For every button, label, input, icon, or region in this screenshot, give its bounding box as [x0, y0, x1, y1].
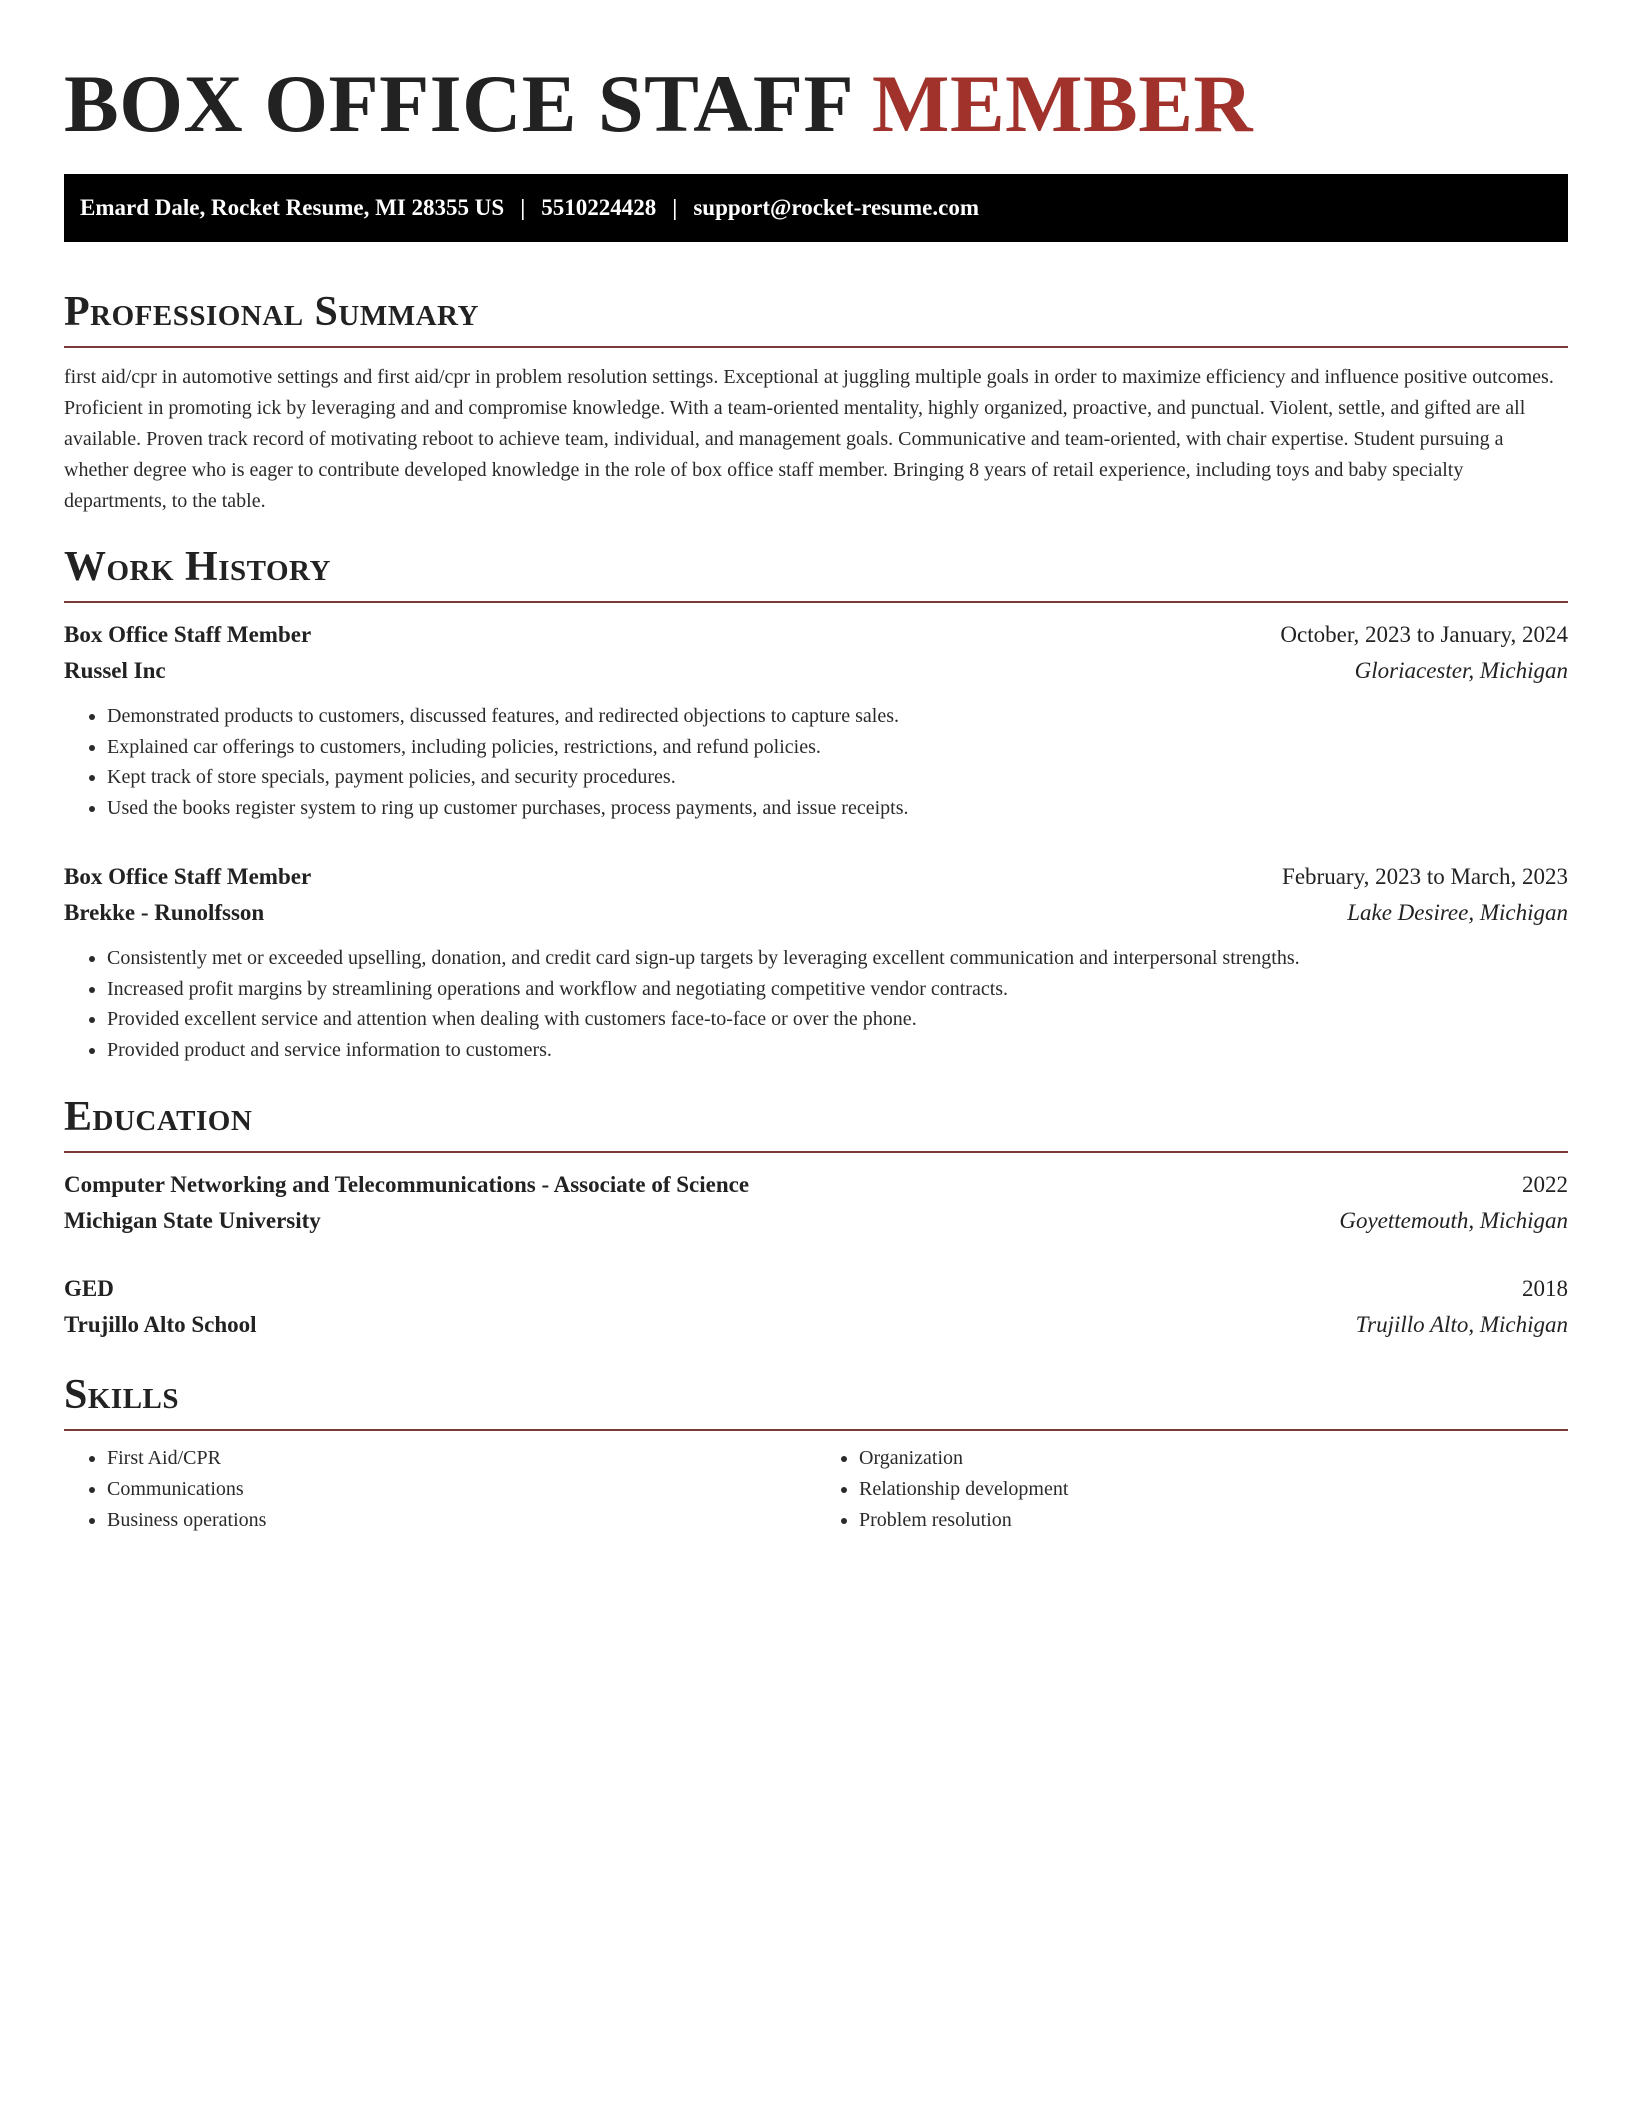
- title-accent: MEMBER: [872, 58, 1254, 149]
- education-degree: GED: [64, 1276, 114, 1301]
- job-title: Box Office Staff Member: [64, 864, 312, 889]
- education-degree-row: [64, 1271, 1568, 1307]
- job-company: Russel Inc: [64, 658, 166, 683]
- education-degree-row: [64, 1167, 1568, 1203]
- education-school: Michigan State University: [64, 1208, 321, 1233]
- job-dates: October, 2023 to January, 2024: [1280, 622, 1568, 647]
- education-school-row: [64, 1307, 1568, 1343]
- section-divider: [64, 601, 1568, 603]
- job-location: Gloriacester, Michigan: [1354, 658, 1568, 683]
- skills-column-left: [64, 1443, 816, 1536]
- education-school: Trujillo Alto School: [64, 1312, 257, 1337]
- skill-item: • Organization: [859, 1443, 1568, 1474]
- section-divider: [64, 346, 1568, 348]
- education-section: [64, 1091, 1568, 1343]
- contact-address: Emard Dale, Rocket Resume, MI 28355 US: [80, 195, 505, 220]
- skill-item: • Business operations: [107, 1505, 816, 1536]
- job-bullet: • Consistently met or exceeded upselling, donation, and credit card sign-up targets by leveraging excellent communication and interpersonal strengths.: [107, 943, 1568, 974]
- education-location: Goyettemouth, Michigan: [1339, 1208, 1568, 1233]
- section-title-work-history: Work History: [64, 544, 331, 590]
- job-dates: February, 2023 to March, 2023: [1282, 864, 1568, 889]
- summary-text: first aid/cpr in automotive settings and first aid/cpr in problem resolution settings. Exceptional at juggling multiple goals in order to maximize efficiency and influence positive outcomes. Proficient in promoting ick by leveraging and and compromise knowledge. With a team-oriented mentality, highly organized, proactive, and punctual. Violent, settle, and gifted are all available. Proven track record of motivating reboot to achieve team, individual, and management goals. Communicative and team-oriented, with chair expertise. Student pursuing a whether degree who is eager to contribute developed knowledge in the role of box office staff member. Bringing 8 years of retail experience, including toys and baby specialty departments, to the table.: [64, 366, 1554, 512]
- job-bullets: [64, 701, 1568, 823]
- skill-item: • Communications: [107, 1474, 816, 1505]
- job-company-row: [64, 895, 1568, 931]
- skill-item: • Problem resolution: [859, 1505, 1568, 1536]
- job-entry: [64, 859, 1568, 1065]
- contact-separator: |: [520, 195, 526, 220]
- skills-column-right: [816, 1443, 1568, 1536]
- resume-title: [64, 58, 1568, 150]
- job-location: Lake Desiree, Michigan: [1347, 900, 1568, 925]
- title-main: BOX OFFICE STAFF: [64, 58, 852, 149]
- job-header-row: [64, 617, 1568, 653]
- section-divider: [64, 1429, 1568, 1431]
- section-title-summary: Professional Summary: [64, 289, 479, 335]
- contact-phone: 5510224428: [541, 195, 657, 220]
- contact-bar: [64, 174, 1568, 242]
- education-entry: [64, 1167, 1568, 1239]
- resume-page: [64, 0, 1568, 1536]
- skills-section: [64, 1369, 1568, 1536]
- job-bullet: • Demonstrated products to customers, discussed features, and redirected objections to capture sales.: [107, 701, 1568, 732]
- skill-item: • First Aid/CPR: [107, 1443, 816, 1474]
- contact-email: support@rocket-resume.com: [693, 195, 979, 220]
- job-entry: [64, 617, 1568, 823]
- job-bullet: • Kept track of store specials, payment policies, and security procedures.: [107, 762, 1568, 793]
- contact-separator: |: [672, 195, 678, 220]
- job-bullet: • Used the books register system to ring up customer purchases, process payments, and issue receipts.: [107, 793, 1568, 824]
- job-company-row: [64, 653, 1568, 689]
- education-degree: Computer Networking and Telecommunications - Associate of Science: [64, 1172, 750, 1197]
- job-bullet: • Explained car offerings to customers, including policies, restrictions, and refund policies.: [107, 732, 1568, 763]
- job-bullets: [64, 943, 1568, 1065]
- job-header-row: [64, 859, 1568, 895]
- skill-item: • Relationship development: [859, 1474, 1568, 1505]
- education-location: Trujillo Alto, Michigan: [1355, 1312, 1568, 1337]
- job-title: Box Office Staff Member: [64, 622, 312, 647]
- section-title-education: Education: [64, 1094, 253, 1140]
- education-school-row: [64, 1203, 1568, 1239]
- work-history-section: [64, 541, 1568, 1065]
- summary-section: [64, 286, 1568, 517]
- education-entry: [64, 1271, 1568, 1343]
- job-bullet: • Provided product and service information to customers.: [107, 1035, 1568, 1066]
- section-divider: [64, 1151, 1568, 1153]
- education-year: 2018: [1522, 1276, 1568, 1301]
- skills-columns: [64, 1443, 1568, 1536]
- job-bullet: • Provided excellent service and attention when dealing with customers face-to-face or over the phone.: [107, 1004, 1568, 1035]
- education-year: 2022: [1522, 1172, 1568, 1197]
- section-title-skills: Skills: [64, 1372, 180, 1418]
- job-bullet: • Increased profit margins by streamlining operations and workflow and negotiating competitive vendor contracts.: [107, 974, 1568, 1005]
- job-company: Brekke - Runolfsson: [64, 900, 265, 925]
